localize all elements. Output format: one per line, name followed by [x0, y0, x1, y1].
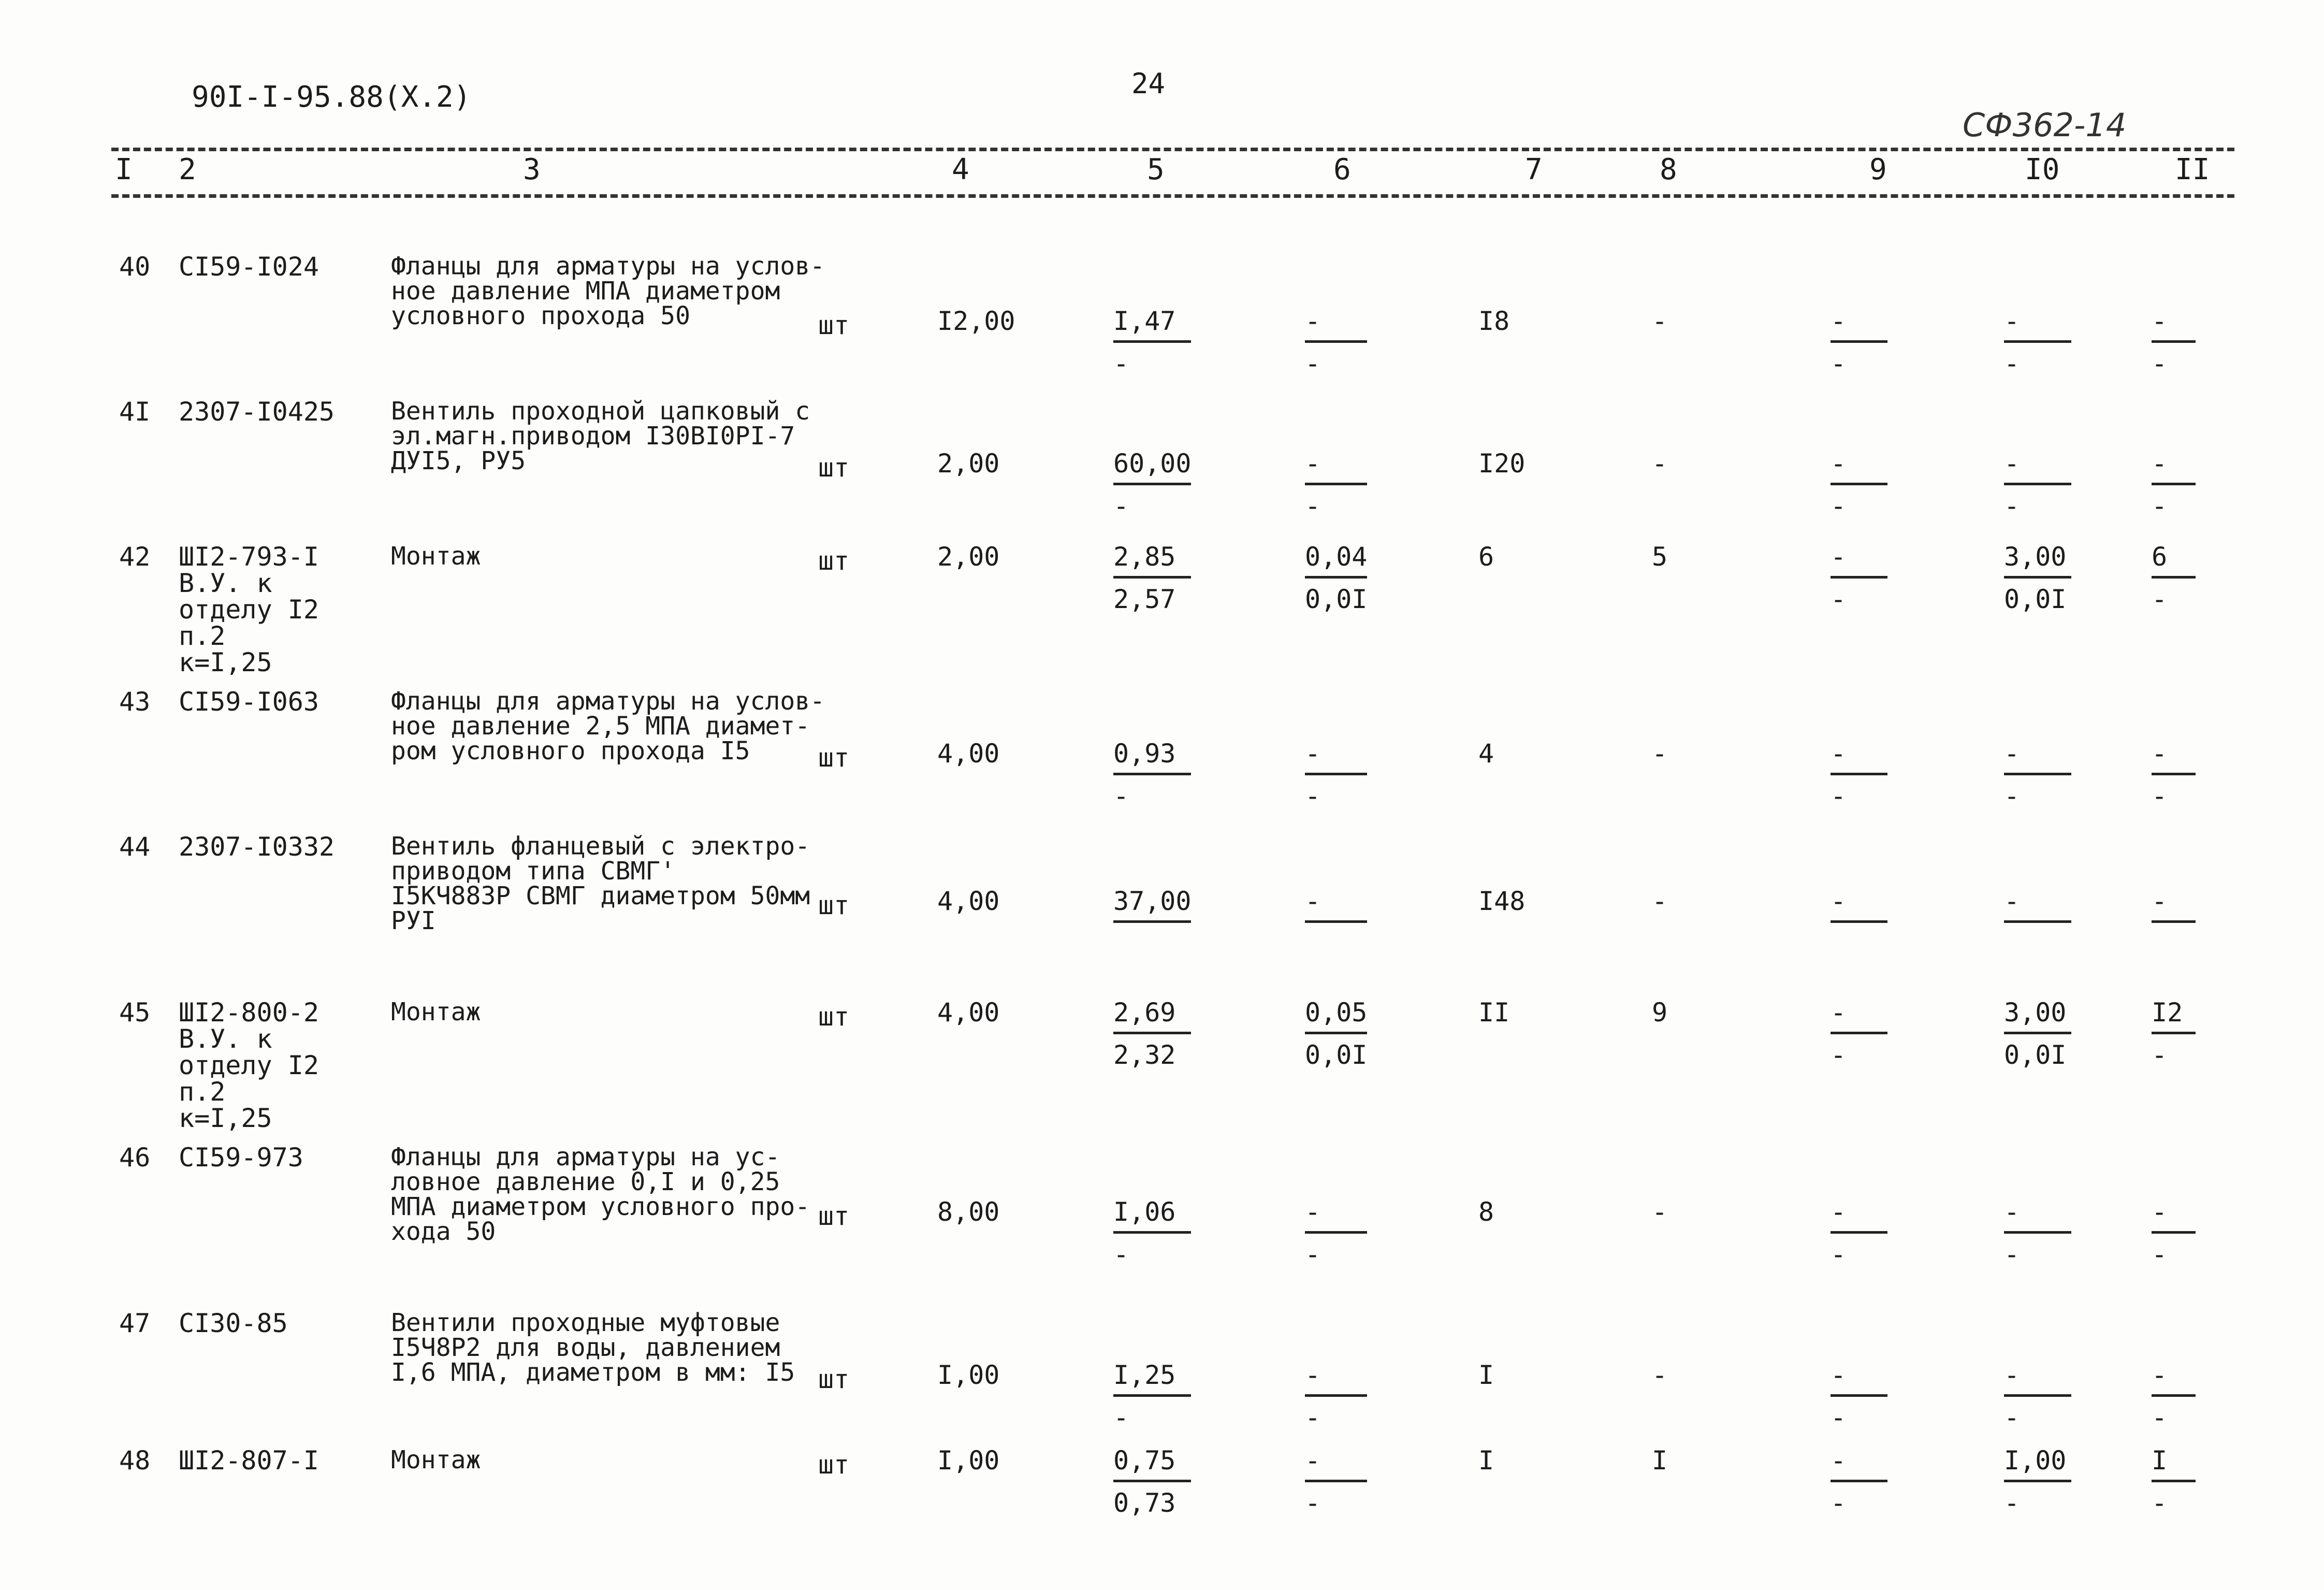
estimate-code: ШI2-793-I В.У. к отделу I2 п.2 к=I,25 [179, 542, 319, 677]
work-description: Фланцы для арматуры на услов- ное давление 2,5 МПА диамет- ром условного прохода I5 [391, 687, 825, 765]
work-description: Вентиль фланцевый с электро- приводом типа СВМГ' I5КЧ883Р СВМГ диаметром 50мм РУI [391, 832, 810, 935]
col8-value: - [1652, 886, 1668, 916]
unit-cost-top: I,25 [1113, 1360, 1176, 1390]
col6-value-top: - [1305, 739, 1321, 769]
col9-value-bottom: - [1831, 491, 1847, 521]
column-header-8: 8 [1660, 153, 1677, 186]
quantity-cell: I,00 [937, 1446, 1000, 1476]
col8-value: - [1652, 306, 1668, 336]
work-description: Монтаж [391, 998, 481, 1027]
row-number: 40 [119, 252, 151, 282]
col6-value-bottom: - [1305, 781, 1321, 811]
fraction-bar [1831, 1480, 1887, 1482]
col10-value-top: - [2004, 306, 2020, 336]
unit-cost-bottom: - [1113, 491, 1129, 521]
col6-value-bottom: - [1305, 1403, 1321, 1433]
quantity-cell: 8,00 [937, 1197, 1000, 1227]
col8-value: - [1652, 1197, 1668, 1227]
fraction-bar [2152, 920, 2196, 923]
fraction-bar [1305, 773, 1367, 775]
fraction-bar [1113, 1231, 1191, 1234]
col9-value-top: - [1831, 1360, 1847, 1390]
col10-value-bottom: - [2004, 781, 2020, 811]
col10-value-top: I,00 [2004, 1446, 2067, 1476]
col10-value-bottom: - [2004, 491, 2020, 521]
unit-cell: шт [818, 546, 850, 576]
col11-value-bottom: - [2152, 1239, 2168, 1269]
header-top-rule [111, 148, 2234, 151]
fraction-bar [2004, 1231, 2071, 1234]
col10-value-top: - [2004, 1360, 2020, 1390]
col9-value-bottom: - [1831, 781, 1847, 811]
column-header-10: I0 [2025, 153, 2060, 186]
row-number: 46 [119, 1143, 151, 1173]
fraction-bar [2004, 773, 2071, 775]
fraction-bar [1113, 1480, 1191, 1482]
col11-value-bottom: - [2152, 781, 2168, 811]
fraction-bar [1831, 920, 1887, 923]
col11-value-bottom: - [2152, 584, 2168, 614]
row-number: 44 [119, 832, 151, 862]
handwritten-stamp: СФ362-14 [1963, 106, 2127, 144]
quantity-cell: I,00 [937, 1360, 1000, 1390]
column-header-7: 7 [1525, 153, 1543, 186]
fraction-bar [2152, 483, 2196, 485]
col6-value-top: - [1305, 1360, 1321, 1390]
estimate-code: CI59-I063 [179, 687, 319, 717]
fraction-bar [1831, 483, 1887, 485]
work-description: Вентиль проходной цапковый с эл.магн.приводом I30BI0PI-7 ДУI5, РУ5 [391, 397, 810, 475]
unit-cost-top: I,47 [1113, 306, 1176, 336]
col7-value: I [1478, 1360, 1494, 1390]
col10-value-bottom: - [2004, 349, 2020, 379]
unit-cell: шт [818, 453, 850, 483]
fraction-bar [1113, 1394, 1191, 1397]
col7-value: I48 [1478, 886, 1526, 916]
unit-cost-top: 0,93 [1113, 739, 1176, 769]
column-header-11: II [2175, 153, 2210, 186]
col10-value-bottom: - [2004, 1488, 2020, 1518]
fraction-bar [1305, 340, 1367, 343]
unit-cost-bottom: - [1113, 349, 1129, 379]
fraction-bar [1305, 920, 1367, 923]
col10-value-top: - [2004, 886, 2020, 916]
col6-value-bottom: - [1305, 1239, 1321, 1269]
col11-value-top: - [2152, 886, 2168, 916]
unit-cost-bottom: 2,57 [1113, 584, 1176, 614]
fraction-bar [1305, 1032, 1367, 1034]
unit-cell: шт [818, 743, 850, 773]
row-number: 47 [119, 1308, 151, 1338]
col7-value: II [1478, 998, 1510, 1028]
col7-value: 6 [1478, 542, 1494, 572]
unit-cell: шт [818, 1364, 850, 1394]
col10-value-top: - [2004, 1197, 2020, 1227]
col8-value: 9 [1652, 998, 1668, 1028]
unit-cost-bottom: - [1113, 1239, 1129, 1269]
col11-value-bottom: - [2152, 1040, 2168, 1070]
unit-cost-bottom: - [1113, 1403, 1129, 1433]
col6-value-bottom: 0,0I [1305, 584, 1368, 614]
quantity-cell: 2,00 [937, 449, 1000, 479]
col9-value-bottom: - [1831, 584, 1847, 614]
col11-value-top: I [2152, 1446, 2168, 1476]
col6-value-bottom: 0,0I [1305, 1040, 1368, 1070]
fraction-bar [1113, 483, 1191, 485]
col10-value-bottom: - [2004, 1239, 2020, 1269]
col6-value-bottom: - [1305, 1488, 1321, 1518]
work-description: Вентили проходные муфтовые I5Ч8Р2 для воды, давлением I,6 МПА, диаметром в мм: I5 [391, 1308, 795, 1387]
col6-value-bottom: - [1305, 349, 1321, 379]
col11-value-top: - [2152, 306, 2168, 336]
col11-value-bottom: - [2152, 1488, 2168, 1518]
fraction-bar [1113, 340, 1191, 343]
fraction-bar [2152, 1480, 2196, 1482]
fraction-bar [2004, 483, 2071, 485]
col8-value: I [1652, 1446, 1668, 1476]
quantity-cell: 4,00 [937, 998, 1000, 1028]
col7-value: 4 [1478, 739, 1494, 769]
fraction-bar [2152, 1231, 2196, 1234]
column-header-3: 3 [523, 153, 541, 186]
unit-cost-top: 0,75 [1113, 1446, 1176, 1476]
column-header-9: 9 [1869, 153, 1887, 186]
unit-cell: шт [818, 890, 850, 920]
unit-cell: шт [818, 310, 850, 340]
fraction-bar [2004, 1032, 2071, 1034]
fraction-bar [2004, 340, 2071, 343]
work-description: Фланцы для арматуры на услов- ное давление МПА диаметром условного прохода 50 [391, 252, 825, 330]
col8-value: - [1652, 449, 1668, 479]
unit-cell: шт [818, 1201, 850, 1231]
col10-value-top: - [2004, 449, 2020, 479]
col10-value-bottom: 0,0I [2004, 584, 2067, 614]
quantity-cell: 4,00 [937, 739, 1000, 769]
col11-value-top: - [2152, 1360, 2168, 1390]
column-header-1: I [115, 153, 133, 186]
estimate-code: CI59-973 [179, 1143, 303, 1173]
fraction-bar [1831, 1231, 1887, 1234]
col11-value-top: I2 [2152, 998, 2183, 1028]
col8-value: - [1652, 739, 1668, 769]
quantity-cell: I2,00 [937, 306, 1015, 336]
fraction-bar [1831, 1394, 1887, 1397]
unit-cost-bottom: 2,32 [1113, 1040, 1176, 1070]
estimate-code: ШI2-807-I [179, 1446, 319, 1476]
estimate-code: 2307-I0332 [179, 832, 335, 862]
fraction-bar [1831, 576, 1887, 579]
fraction-bar [1113, 773, 1191, 775]
work-description: Монтаж [391, 542, 481, 571]
fraction-bar [1831, 773, 1887, 775]
column-header-4: 4 [952, 153, 969, 186]
fraction-bar [1305, 1394, 1367, 1397]
col10-value-top: - [2004, 739, 2020, 769]
row-number: 42 [119, 542, 151, 572]
col6-value-top: - [1305, 1446, 1321, 1476]
estimate-code: CI30-85 [179, 1308, 288, 1338]
col7-value: I20 [1478, 449, 1526, 479]
quantity-cell: 2,00 [937, 542, 1000, 572]
fraction-bar [2004, 576, 2071, 579]
col9-value-top: - [1831, 739, 1847, 769]
fraction-bar [2152, 340, 2196, 343]
fraction-bar [1305, 1480, 1367, 1482]
row-number: 43 [119, 687, 151, 717]
col9-value-top: - [1831, 306, 1847, 336]
estimate-code: CI59-I024 [179, 252, 319, 282]
fraction-bar [2152, 1394, 2196, 1397]
column-header-2: 2 [179, 153, 196, 186]
unit-cost-top: I,06 [1113, 1197, 1176, 1227]
fraction-bar [1305, 483, 1367, 485]
col8-value: - [1652, 1360, 1668, 1390]
col9-value-top: - [1831, 886, 1847, 916]
column-header-6: 6 [1333, 153, 1351, 186]
quantity-cell: 4,00 [937, 886, 1000, 916]
fraction-bar [1113, 576, 1191, 579]
col10-value-bottom: 0,0I [2004, 1040, 2067, 1070]
col9-value-top: - [1831, 449, 1847, 479]
col10-value-top: 3,00 [2004, 542, 2067, 572]
fraction-bar [1113, 920, 1191, 923]
unit-cost-top: 37,00 [1113, 886, 1192, 916]
column-header-5: 5 [1147, 153, 1165, 186]
col9-value-bottom: - [1831, 1040, 1847, 1070]
col10-value-top: 3,00 [2004, 998, 2067, 1028]
fraction-bar [2004, 1480, 2071, 1482]
header-bottom-rule [111, 194, 2234, 198]
col6-value-top: - [1305, 1197, 1321, 1227]
row-number: 48 [119, 1446, 151, 1476]
work-description: Фланцы для арматуры на ус- ловное давление 0,I и 0,25 МПА диаметром условного про- хода 50 [391, 1143, 810, 1246]
fraction-bar [1305, 1231, 1367, 1234]
fraction-bar [1831, 1032, 1887, 1034]
col6-value-top: 0,04 [1305, 542, 1368, 572]
col6-value-bottom: - [1305, 491, 1321, 521]
col7-value: 8 [1478, 1197, 1494, 1227]
col9-value-bottom: - [1831, 1488, 1847, 1518]
col11-value-top: - [2152, 1197, 2168, 1227]
col6-value-top: - [1305, 886, 1321, 916]
unit-cost-top: 60,00 [1113, 449, 1192, 479]
col9-value-bottom: - [1831, 349, 1847, 379]
fraction-bar [2152, 1032, 2196, 1034]
unit-cost-bottom: - [1113, 781, 1129, 811]
work-description: Монтаж [391, 1446, 481, 1475]
page-number: 24 [1131, 67, 1166, 100]
col6-value-top: - [1305, 449, 1321, 479]
col9-value-top: - [1831, 542, 1847, 572]
fraction-bar [2004, 920, 2071, 923]
col11-value-bottom: - [2152, 349, 2168, 379]
unit-cell: шт [818, 1450, 850, 1480]
col6-value-top: - [1305, 306, 1321, 336]
fraction-bar [2004, 1394, 2071, 1397]
document-code: 90I-I-95.88(X.2) [192, 80, 471, 114]
col11-value-top: 6 [2152, 542, 2168, 572]
col11-value-top: - [2152, 449, 2168, 479]
unit-cost-top: 2,69 [1113, 998, 1176, 1028]
col8-value: 5 [1652, 542, 1668, 572]
row-number: 4I [119, 397, 151, 427]
estimate-code: ШI2-800-2 В.У. к отделу I2 п.2 к=I,25 [179, 998, 319, 1133]
col9-value-top: - [1831, 1446, 1847, 1476]
unit-cost-top: 2,85 [1113, 542, 1176, 572]
fraction-bar [1305, 576, 1367, 579]
col9-value-top: - [1831, 998, 1847, 1028]
col11-value-bottom: - [2152, 491, 2168, 521]
col6-value-top: 0,05 [1305, 998, 1368, 1028]
col9-value-top: - [1831, 1197, 1847, 1227]
col7-value: I [1478, 1446, 1494, 1476]
col9-value-bottom: - [1831, 1239, 1847, 1269]
col11-value-bottom: - [2152, 1403, 2168, 1433]
fraction-bar [1113, 1032, 1191, 1034]
fraction-bar [1831, 340, 1887, 343]
estimate-code: 2307-I0425 [179, 397, 335, 427]
col7-value: I8 [1478, 306, 1510, 336]
col9-value-bottom: - [1831, 1403, 1847, 1433]
row-number: 45 [119, 998, 151, 1028]
fraction-bar [2152, 773, 2196, 775]
unit-cost-bottom: 0,73 [1113, 1488, 1176, 1518]
unit-cell: шт [818, 1002, 850, 1032]
col10-value-bottom: - [2004, 1403, 2020, 1433]
col11-value-top: - [2152, 739, 2168, 769]
fraction-bar [2152, 576, 2196, 579]
